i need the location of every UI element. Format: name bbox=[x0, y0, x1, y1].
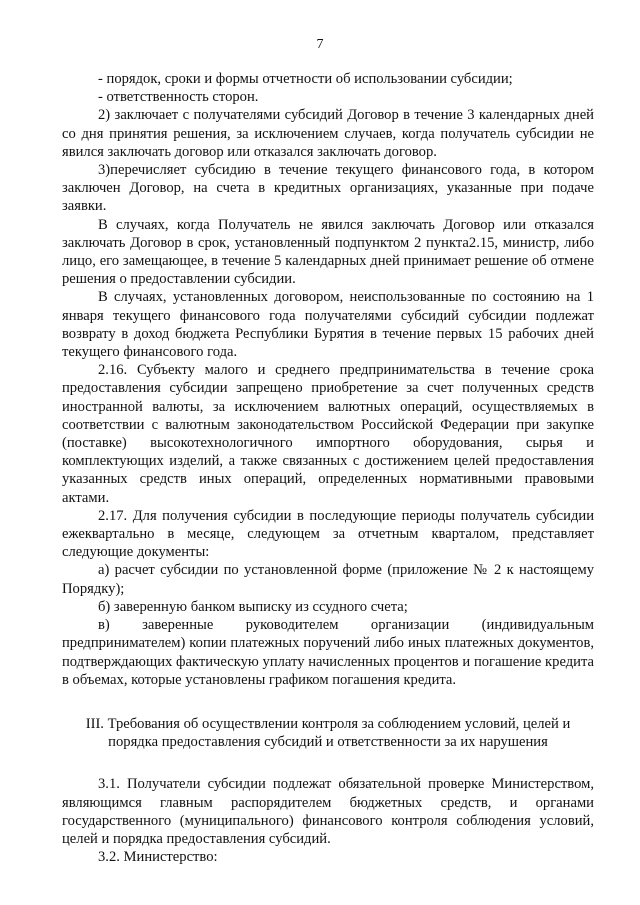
paragraph-contract-conclusion: 2) заключает с получателями субсидий Договор в течение 3 календарных дней со дня принятия решения, за исключением случаев, когда получатель субсидии не явился заключать договор или отказался заключать договор. bbox=[62, 107, 594, 160]
paragraph-unused-return: В случаях, установленных договором, неиспользованные по состоянию на 1 января текущего финансового года получателями субсидий субсидии подлежат возврату в доход бюджета Республики Бурятия в течение первых 15 рабочих дней текущего финансового года. bbox=[62, 289, 594, 361]
paragraph-reporting-order: - порядок, сроки и формы отчетности об использовании субсидии; bbox=[98, 71, 513, 87]
paragraph-item-v: в) заверенные руководителем организации (индивидуальным предпринимателем) копии платежных поручений либо иных платежных документов, подтверждающих фактическую уплату начисленных процентов и погашение кредита в объемах, которые установлены графиком погашения кредита. bbox=[62, 617, 594, 688]
document-body bbox=[62, 70, 594, 866]
paragraph-2-16: 2.16. Субъекту малого и среднего предпринимательства в течение срока предоставления субсидии запрещено приобретение за счет полученных средств иностранной валюты, за исключением валютных операций, осуществляемых в соответствии с валютным законодательством Российской Федерации при закупке (поставке) высокотехнологичного импортного оборудования, сырья и комплектующих изделий, а также связанных с достижением целей предоставления указанных средств иных операций, определенных нормативными правовыми актами. bbox=[62, 362, 594, 506]
paragraph-item-b: б) заверенную банком выписку из ссудного счета; bbox=[98, 598, 408, 615]
paragraph-item-a: а) расчет субсидии по установленной форме (приложение № 2 к настоящему Порядку); bbox=[62, 562, 594, 597]
paragraph-3-1: 3.1. Получатели субсидии подлежат обязательной проверке Министерством, являющимся главным распорядителем бюджетных средств, и органами государственного (муниципального) финансового контроля соблюдения условий, целей и порядка предоставления субсидий. bbox=[62, 776, 594, 847]
section-heading: III. Требования об осуществлении контроля за соблюдением условий, целей и порядка предоставления субсидий и ответственности за их нарушения bbox=[85, 715, 571, 751]
paragraph-3-2: 3.2. Министерство: bbox=[98, 849, 218, 866]
paragraph-subsidy-transfer: 3)перечисляет субсидию в течение текущего финансового года, в котором заключен Договор, на счета в кредитных организациях, указанные при подаче заявки. bbox=[62, 162, 594, 215]
paragraph-party-liability: - ответственность сторон. bbox=[98, 89, 259, 106]
paragraph-refusal-cases: В случаях, когда Получатель не явился заключать Договор или отказался заключать Договор в срок, установленный подпунктом 2 пункта2.15, министр, либо лицо, его замещающее, в течение 5 календарных дней принимает решение об отмене решения о предоставлении субсидии. bbox=[62, 216, 594, 288]
paragraph-2-17: 2.17. Для получения субсидии в последующие периоды получатель субсидии ежеквартально в месяце, следующем за отчетным кварталом, представляет следующие документы: bbox=[62, 507, 594, 561]
page-number: 7 bbox=[316, 37, 324, 52]
